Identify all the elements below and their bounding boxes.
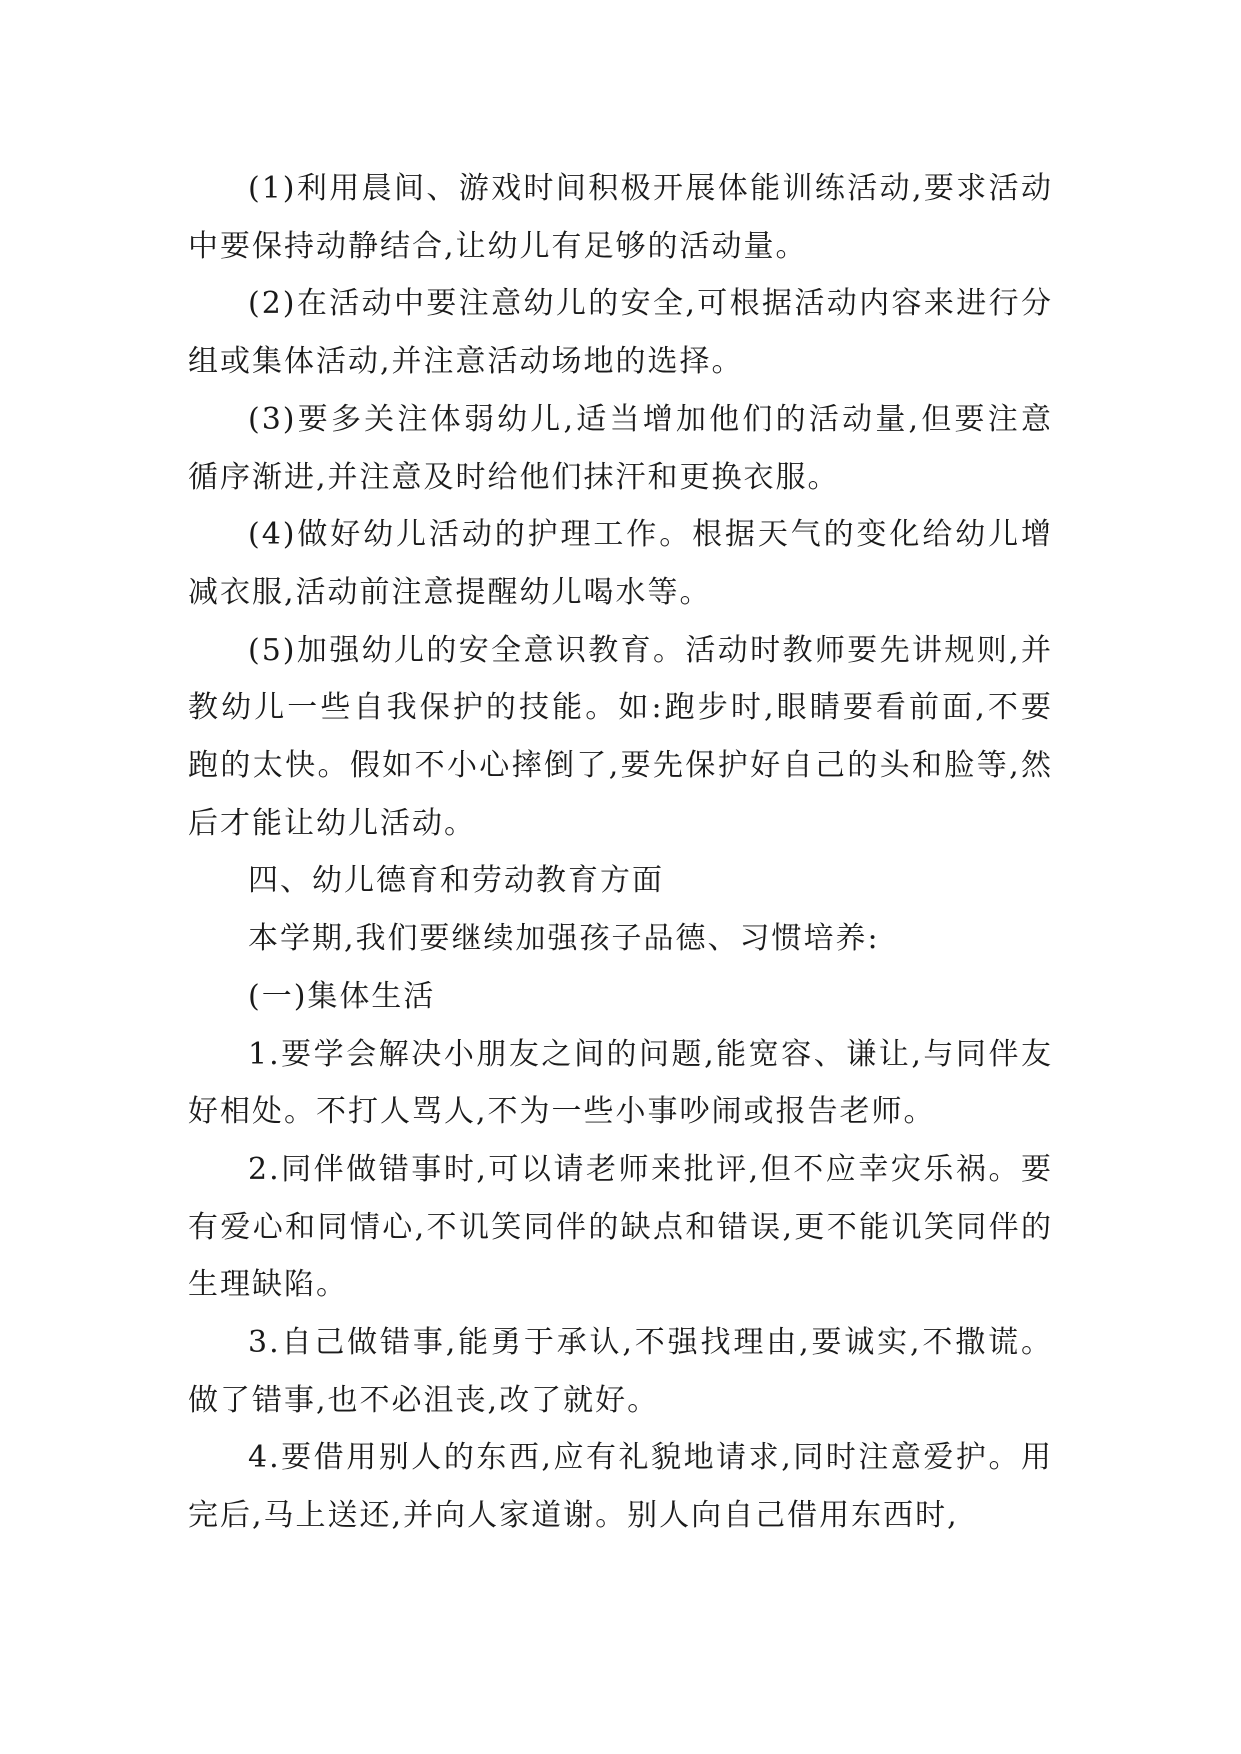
paragraph-4: (4)做好幼儿活动的护理工作。根据天气的变化给幼儿增减衣服,活动前注意提醒幼儿喝水等。 [188,517,1053,610]
paragraph-item-1: 1.要学会解决小朋友之间的问题,能宽容、谦让,与同伴友好相处。不打人骂人,不为一些小事吵闹或报告老师。 [188,1036,1053,1130]
paragraph-item-2: 2.同伴做错事时,可以请老师来批评,但不应幸灾乐祸。要有爱心和同情心,不讥笑同伴的缺点和错误,更不能讥笑同伴的生理缺陷。 [188,1151,1053,1303]
paragraph-5: (5)加强幼儿的安全意识教育。活动时教师要先讲规则,并教幼儿一些自我保护的技能。如:跑步时,眼睛要看前面,不要跑的太快。假如不小心摔倒了,要先保护好自己的头和脸等,然后才能让幼儿活动。 [188,632,1053,841]
paragraph-3: (3)要多关注体弱幼儿,适当增加他们的活动量,但要注意循序渐进,并注意及时给他们抹汗和更换衣服。 [188,401,1053,495]
paragraph-intro: 本学期,我们要继续加强孩子品德、习惯培养: [248,921,880,957]
paragraph-2: (2)在活动中要注意幼儿的安全,可根据活动内容来进行分组或集体活动,并注意活动场地的选择。 [188,286,1053,380]
paragraph-1: (1)利用晨间、游戏时间积极开展体能训练活动,要求活动中要保持动静结合,让幼儿有足够的活动量。 [188,171,1053,264]
section-heading: 四、幼儿德育和劳动教育方面 [248,863,664,899]
paragraph-item-3: 3.自己做错事,能勇于承认,不强找理由,要诚实,不撒谎。做了错事,也不必沮丧,改了就好。 [188,1325,1053,1418]
subsection-heading: (一)集体生活 [248,978,436,1014]
paragraph-item-4: 4.要借用别人的东西,应有礼貌地请求,同时注意爱护。用完后,马上送还,并向人家道谢。别人向自己借用东西时, [188,1440,1053,1534]
document-body [188,160,1053,1545]
